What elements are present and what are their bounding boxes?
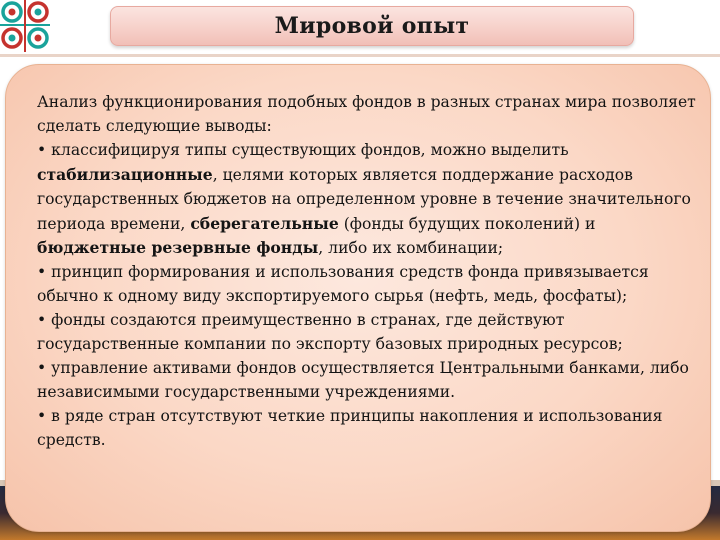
term-savings: сберегательные [190,213,339,233]
point1-mid2: (фонды будущих поколений) и [343,214,596,233]
point3-text: • фонды создаются преимущественно в странах, где действуют государственные компании по экспорту базовых природных ресурсов; [37,311,623,354]
content-panel [5,64,711,532]
point4-text: • управление активами фондов осуществляется Центральными банками, либо независимыми государственными учреждениями. [37,358,689,401]
bullet-marker: • [37,140,47,159]
header-rule [0,54,720,57]
slide-title-box [110,6,634,46]
term-stabilization: стабилизационные [37,164,213,184]
slide-title: Мировой опыт [274,13,470,39]
content-text [37,91,696,453]
point1-lead: классифицируя типы существующих фондов, можно выделить [51,140,569,159]
point5-text: • в ряде стран отсутствуют четкие принципы накопления и использования средств. [37,406,663,449]
point2-text: • принцип формирования и использования средств фонда привязывается обычно к одному виду экспортируемого сырья (нефть, медь, фосфаты); [37,263,649,306]
kazakh-ornament-icon [0,0,50,60]
term-budget-reserve: бюджетные резервные фонды [37,238,319,258]
point1-mid1: , целями которых является поддержание расходов государственных бюджетов на определенном уровне в течение значительного периода времени, [37,165,691,233]
point1-tail: , либо их комбинации; [318,239,504,258]
intro-text: Анализ функционирования подобных фондов в разных странах мира позволяет сделать следующие выводы: [37,93,696,135]
